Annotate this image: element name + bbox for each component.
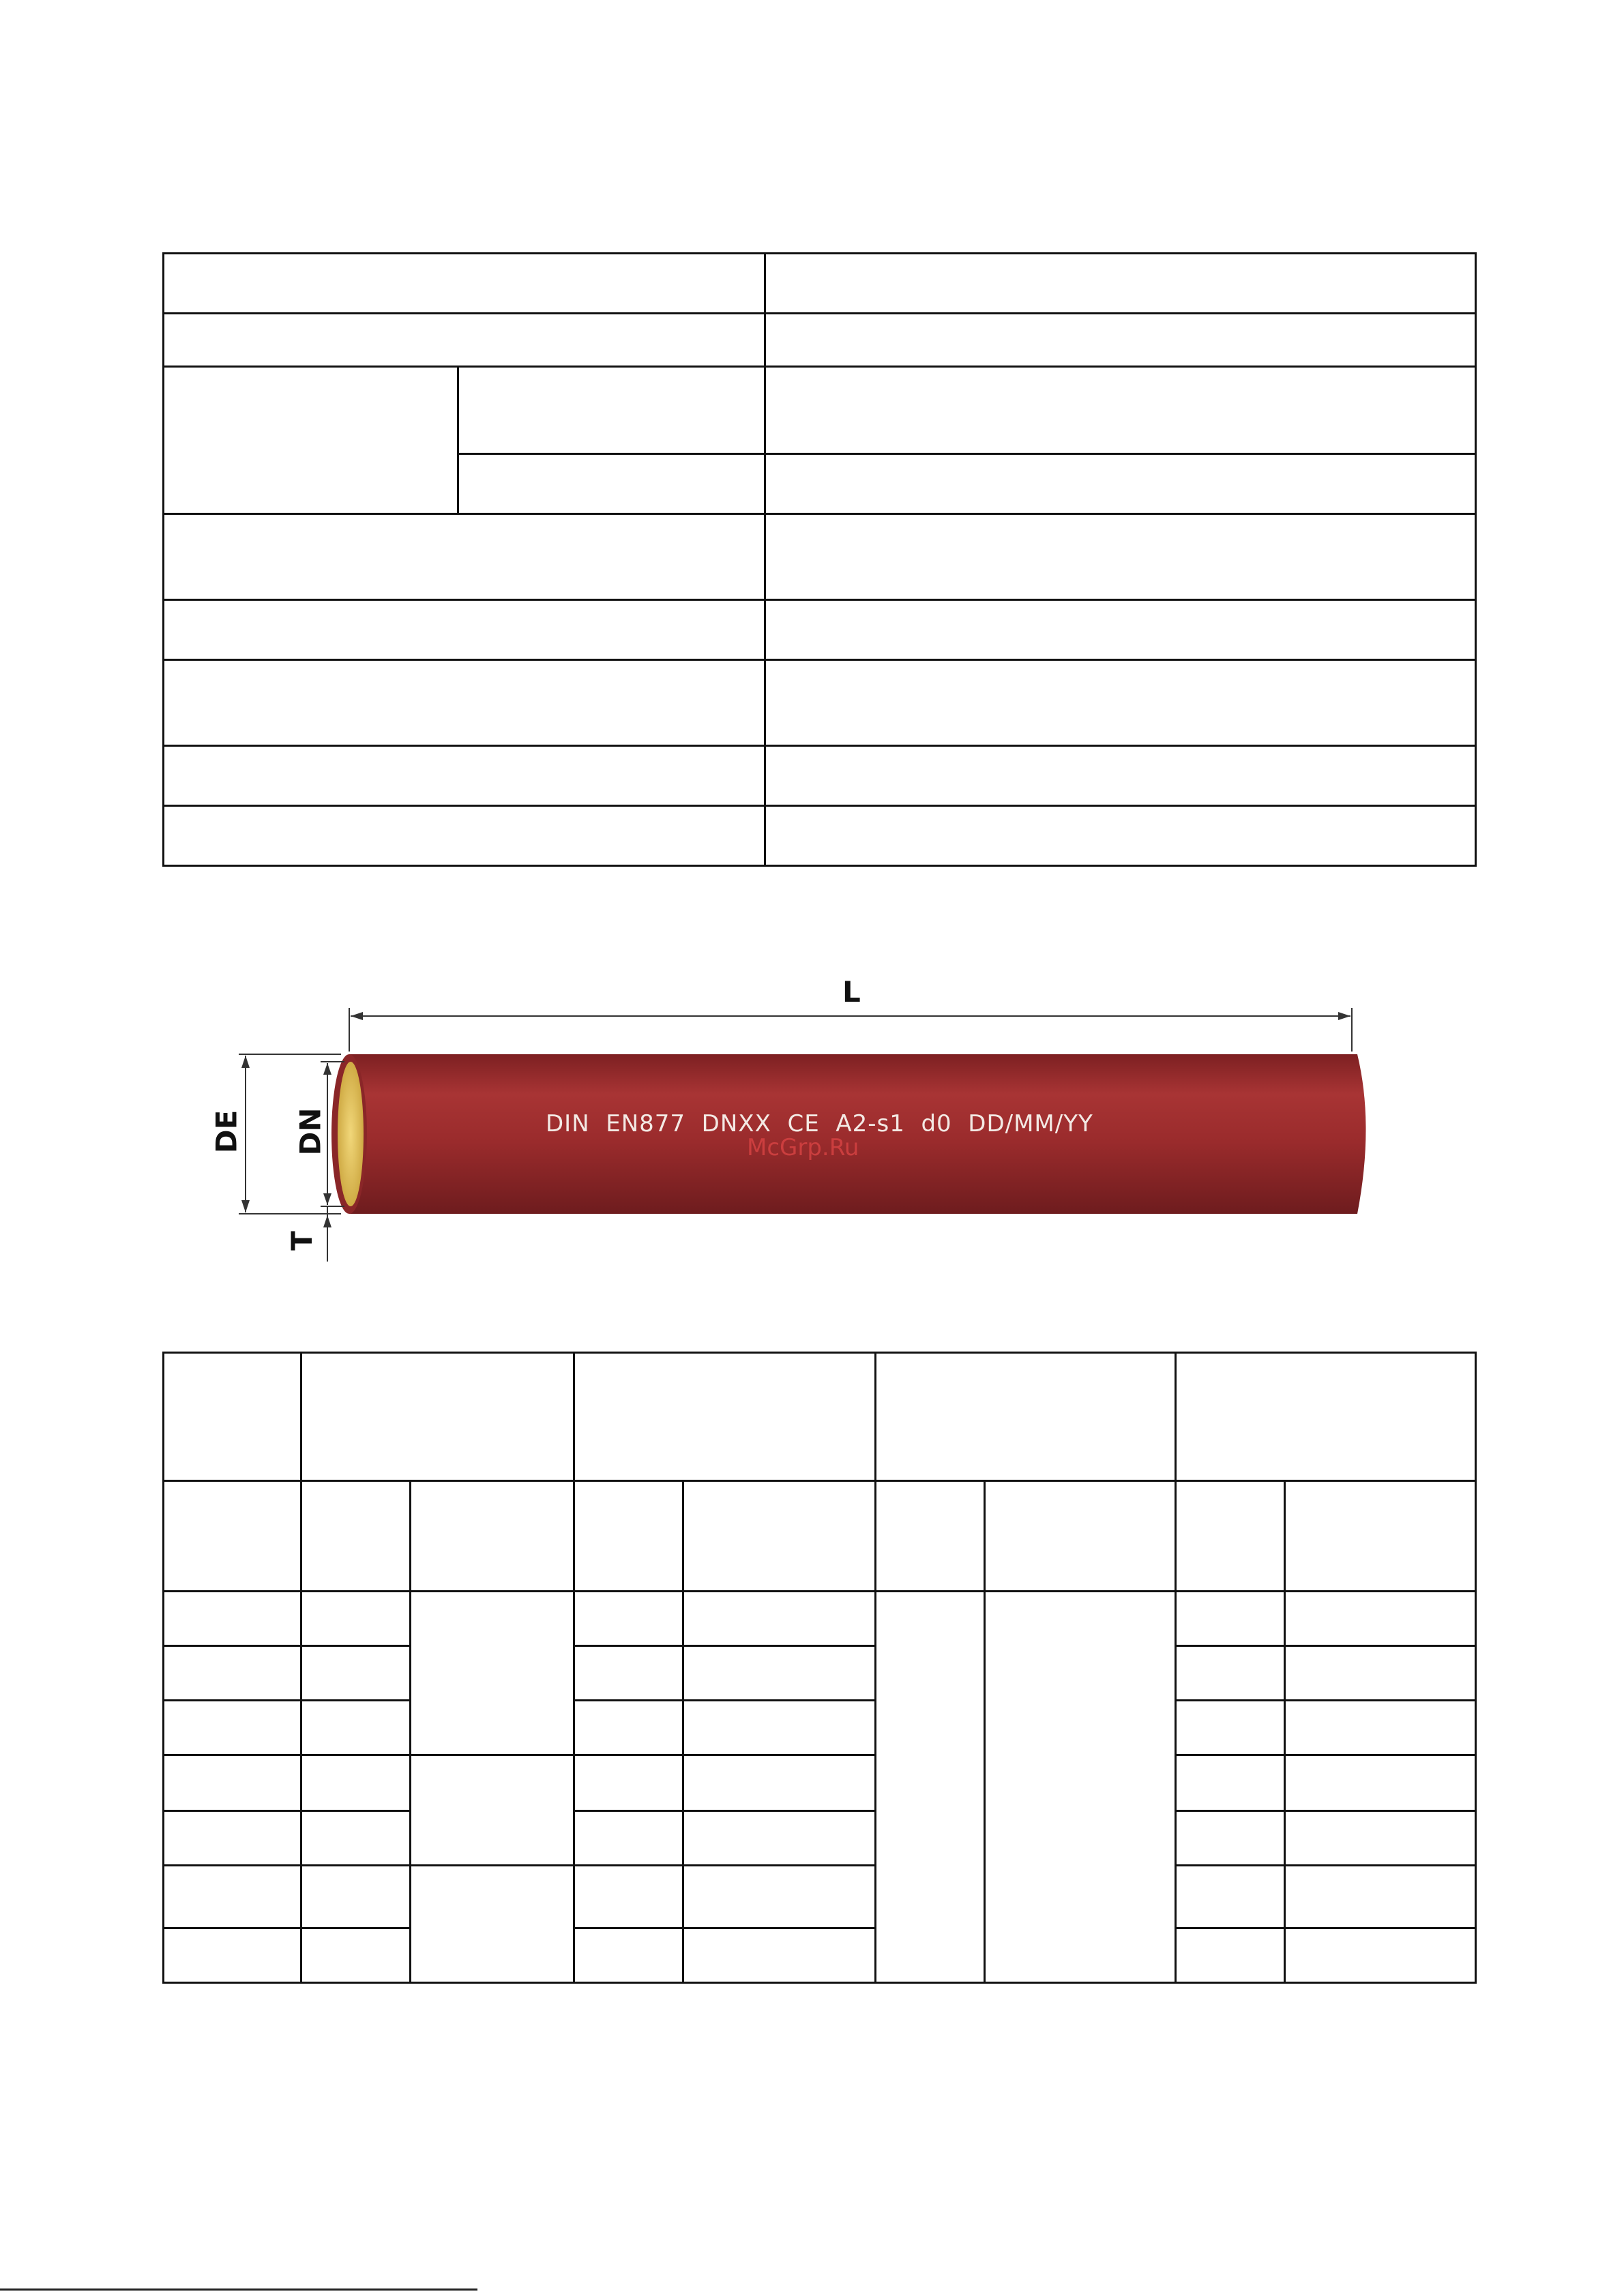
- dim-cell: [876, 1481, 985, 1592]
- dim-cell: [683, 1701, 876, 1755]
- dim-cell: [683, 1928, 876, 1983]
- pipe-end-inner: [338, 1062, 364, 1206]
- dim-cell: [164, 1811, 301, 1866]
- spec-cell: [458, 367, 765, 454]
- dim-cell: [1176, 1755, 1285, 1811]
- dim-cell: [683, 1481, 876, 1592]
- spec-row: [164, 314, 1476, 367]
- dim-cell: [574, 1481, 683, 1592]
- spec-cell: [765, 254, 1476, 314]
- spec-cell: [765, 600, 1476, 660]
- spec-cell: [164, 367, 458, 514]
- dim-cell: [301, 1755, 411, 1811]
- spec-row: [164, 746, 1476, 806]
- dim-cell: [876, 1592, 985, 1983]
- dim-cell: [301, 1701, 411, 1755]
- dim-cell: [574, 1928, 683, 1983]
- pipe-marking-text: DIN EN877 DNXX CE A2-s1 d0 DD/MM/YY: [546, 1110, 1093, 1137]
- dim-cell: [301, 1353, 574, 1481]
- outer-diameter-label: DE: [209, 1109, 243, 1154]
- dim-cell: [1176, 1481, 1285, 1592]
- dim-cell: [683, 1866, 876, 1928]
- spec-cell: [765, 314, 1476, 367]
- dim-cell: [301, 1592, 411, 1646]
- spec-cell: [164, 314, 765, 367]
- length-label: L: [842, 975, 861, 1009]
- dim-cell: [1176, 1353, 1476, 1481]
- spec-cell: [765, 367, 1476, 454]
- dim-cell: [164, 1755, 301, 1811]
- dim-subheader-row: [164, 1481, 1476, 1592]
- dim-cell: [985, 1592, 1176, 1983]
- dim-cell: [574, 1353, 876, 1481]
- spec-cell: [164, 514, 765, 600]
- spec-cell: [164, 660, 765, 746]
- dim-cell: [574, 1755, 683, 1811]
- dim-header-row: [164, 1353, 1476, 1481]
- dim-cell: [1176, 1928, 1285, 1983]
- dim-cell: [164, 1866, 301, 1928]
- spec-cell: [164, 806, 765, 866]
- spec-cell: [164, 746, 765, 806]
- dim-cell: [683, 1592, 876, 1646]
- dim-cell: [1176, 1866, 1285, 1928]
- spec-cell: [765, 514, 1476, 600]
- dim-cell: [164, 1928, 301, 1983]
- dim-cell: [301, 1481, 411, 1592]
- pipe-illustration: [205, 961, 1391, 1282]
- dim-cell: [1176, 1701, 1285, 1755]
- dim-cell: [1285, 1646, 1476, 1701]
- dim-cell: [411, 1592, 574, 1755]
- thickness-label: T: [284, 1231, 319, 1251]
- dim-cell: [1176, 1811, 1285, 1866]
- dim-cell: [164, 1646, 301, 1701]
- dim-cell: [985, 1481, 1176, 1592]
- nominal-diameter-label: DN: [293, 1107, 327, 1156]
- spec-row: [164, 367, 1476, 454]
- dim-row: [164, 1866, 1476, 1928]
- dim-cell: [411, 1755, 574, 1866]
- dim-cell: [301, 1646, 411, 1701]
- dim-row: [164, 1646, 1476, 1701]
- spec-cell: [765, 746, 1476, 806]
- dim-cell: [683, 1646, 876, 1701]
- dim-cell: [683, 1811, 876, 1866]
- spec-row: [164, 514, 1476, 600]
- dim-cell: [1285, 1811, 1476, 1866]
- dim-cell: [876, 1353, 1176, 1481]
- specification-table: [162, 252, 1477, 867]
- spec-row: [164, 600, 1476, 660]
- dim-cell: [1176, 1592, 1285, 1646]
- spec-row: [164, 660, 1476, 746]
- dim-cell: [1285, 1592, 1476, 1646]
- watermark-text: McGrp.Ru: [747, 1134, 859, 1161]
- spec-row: [164, 806, 1476, 866]
- footer-rule: [0, 2288, 477, 2291]
- dim-cell: [164, 1353, 301, 1481]
- dim-row: [164, 1701, 1476, 1755]
- dim-cell: [1285, 1866, 1476, 1928]
- spec-cell: [765, 660, 1476, 746]
- dim-cell: [574, 1701, 683, 1755]
- spec-cell: [458, 454, 765, 514]
- dim-cell: [1285, 1755, 1476, 1811]
- spec-cell: [164, 600, 765, 660]
- dim-cell: [411, 1866, 574, 1983]
- dim-cell: [164, 1701, 301, 1755]
- dim-cell: [1176, 1646, 1285, 1701]
- dim-cell: [574, 1592, 683, 1646]
- dimensions-table: [162, 1352, 1477, 1984]
- dim-cell: [301, 1811, 411, 1866]
- dim-cell: [683, 1755, 876, 1811]
- spec-cell: [765, 454, 1476, 514]
- spec-cell: [765, 806, 1476, 866]
- dim-row: [164, 1928, 1476, 1983]
- dim-cell: [164, 1481, 301, 1592]
- spec-cell: [164, 254, 765, 314]
- dim-cell: [301, 1866, 411, 1928]
- dim-cell: [574, 1811, 683, 1866]
- dim-cell: [1285, 1481, 1476, 1592]
- dim-cell: [164, 1592, 301, 1646]
- dim-row: [164, 1811, 1476, 1866]
- dim-cell: [1285, 1928, 1476, 1983]
- spec-row: [164, 254, 1476, 314]
- dim-cell: [574, 1866, 683, 1928]
- dim-row: [164, 1592, 1476, 1646]
- dim-cell: [301, 1928, 411, 1983]
- dim-cell: [411, 1481, 574, 1592]
- dim-row: [164, 1755, 1476, 1811]
- dim-cell: [1285, 1701, 1476, 1755]
- dim-cell: [574, 1646, 683, 1701]
